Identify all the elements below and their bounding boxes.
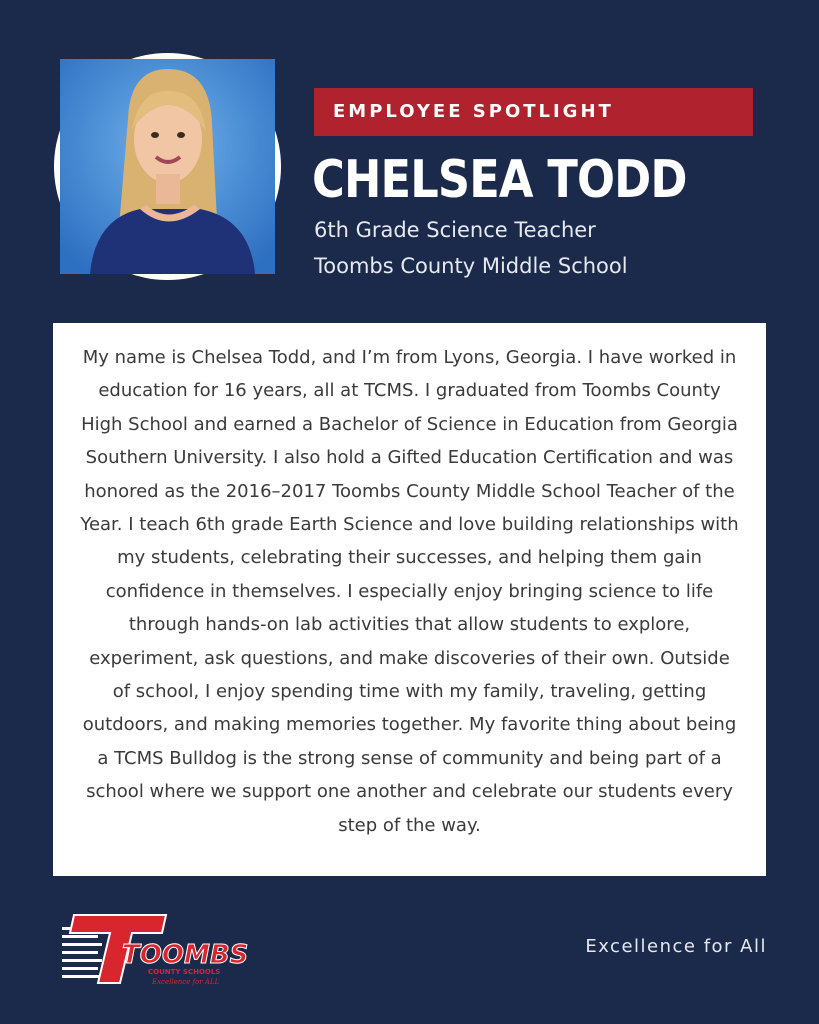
logo-script: Excellence for ALL: [152, 978, 220, 986]
employee-school: Toombs County Middle School: [314, 254, 628, 278]
toombs-logo: [62, 911, 249, 989]
profile-photo: [60, 59, 275, 274]
employee-spotlight-banner: EMPLOYEE SPOTLIGHT: [314, 88, 753, 136]
profile-photo-frame: [54, 53, 281, 280]
bio-card: [53, 323, 766, 876]
logo-subtext: COUNTY SCHOOLS: [148, 968, 221, 976]
tagline: Excellence for All: [585, 936, 767, 957]
bio-text: My name is Chelsea Todd, and I’m from Lyons, Georgia. I have worked in education for 16 years, all at TCMS. I graduated from Toombs County High School and earned a Bachelor of Science in Education from Georgia Southern University. I also hold a Gifted Education Certification and was honored as the 2016–2017 Toombs County Middle School Teacher of the Year. I teach 6th grade Earth Science and love building relationships with my students, celebrating their successes, and helping them gain confidence in themselves. I especially enjoy bringing science to life through hands-on lab activities that allow students to explore, experiment, ask questions, and make discoveries of their own. Outside of school, I enjoy spending time with my family, traveling, getting outdoors, and making memories together. My favorite thing about being a TCMS Bulldog is the strong sense of community and being part of a school where we support one another and celebrate our students every step of the way.: [80, 347, 739, 836]
employee-name: CHELSEA TODD: [312, 150, 687, 210]
employee-role: 6th Grade Science Teacher: [314, 218, 596, 242]
logo-wordmark: TOOMBS: [122, 940, 249, 970]
